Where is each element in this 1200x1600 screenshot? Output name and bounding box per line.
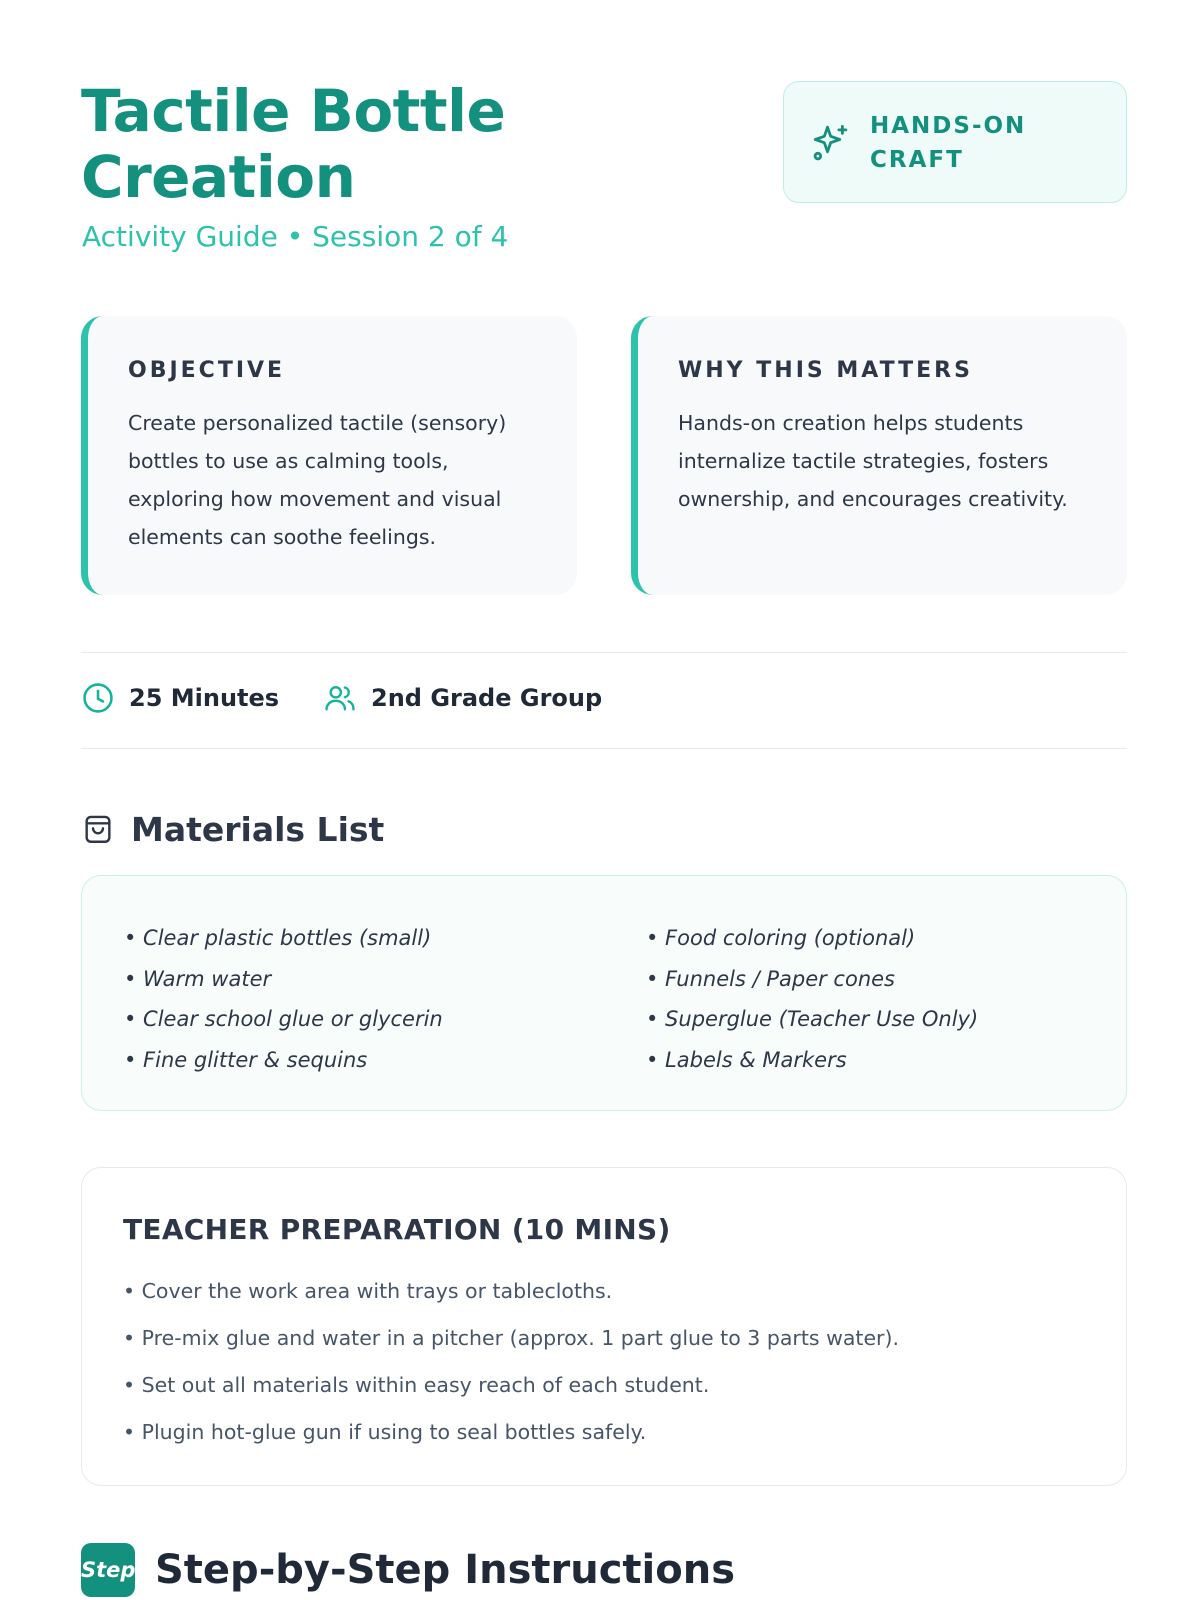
objective-text: Create personalized tactile (sensory) bottles to use as calming tools, exploring how movement and visual elements can soothe feelings. <box>128 411 507 549</box>
sparkles-icon <box>810 122 852 164</box>
list-item: • Clear plastic bottles (small) <box>124 926 432 950</box>
materials-title: Materials List <box>131 809 385 849</box>
teacher-preparation-box <box>81 1167 1127 1486</box>
materials-column-2 <box>646 918 978 1080</box>
badge-label: HANDS-ON CRAFT <box>870 113 1027 173</box>
divider-top <box>81 652 1127 653</box>
why-label: WHY THIS MATTERS <box>678 358 973 383</box>
steps-badge: Steps <box>81 1543 135 1597</box>
steps-heading <box>81 1543 735 1597</box>
group-text: 2nd Grade Group <box>371 684 603 712</box>
clock-icon <box>81 681 115 715</box>
list-item: • Plugin hot-glue gun if using to seal bottles safely. <box>123 1420 647 1444</box>
list-item: • Fine glitter & sequins <box>124 1047 368 1072</box>
page-title: Tactile Bottle Creation <box>81 77 506 211</box>
materials-heading <box>81 806 384 852</box>
prep-title: TEACHER PREPARATION (10 MINS) <box>123 1213 671 1246</box>
hands-on-craft-badge <box>783 81 1127 203</box>
page-subtitle: Activity Guide • Session 2 of 4 <box>82 220 509 253</box>
list-item: • Labels & Markers <box>646 1047 847 1072</box>
duration-text: 25 Minutes <box>129 684 280 712</box>
group-meta <box>323 680 602 716</box>
shopping-bag-icon <box>81 811 115 847</box>
list-item: • Superglue (Teacher Use Only) <box>646 1007 979 1031</box>
materials-list-box <box>81 875 1127 1111</box>
objective-label: OBJECTIVE <box>128 358 286 383</box>
why-this-matters-card <box>631 316 1127 595</box>
list-item: • Clear school glue or glycerin <box>124 1007 443 1031</box>
list-item: • Set out all materials within easy reach of each student. <box>123 1373 710 1397</box>
list-item: • Warm water <box>124 966 272 991</box>
list-item: • Pre-mix glue and water in a pitcher (approx. 1 part glue to 3 parts water). <box>123 1326 899 1350</box>
why-text: Hands-on creation helps students internalize tactile strategies, fosters ownership, and encourages creativity. <box>678 411 1068 511</box>
list-item: • Food coloring (optional) <box>646 926 916 950</box>
steps-title: Step-by-Step Instructions <box>155 1547 736 1593</box>
materials-column-1 <box>124 918 443 1080</box>
divider-bottom <box>81 748 1127 749</box>
list-item: • Funnels / Paper cones <box>646 966 895 991</box>
users-icon <box>323 681 357 715</box>
list-item: • Cover the work area with trays or tablecloths. <box>123 1279 613 1303</box>
duration-meta <box>81 680 279 716</box>
prep-list <box>123 1268 899 1456</box>
objective-card <box>81 316 577 595</box>
